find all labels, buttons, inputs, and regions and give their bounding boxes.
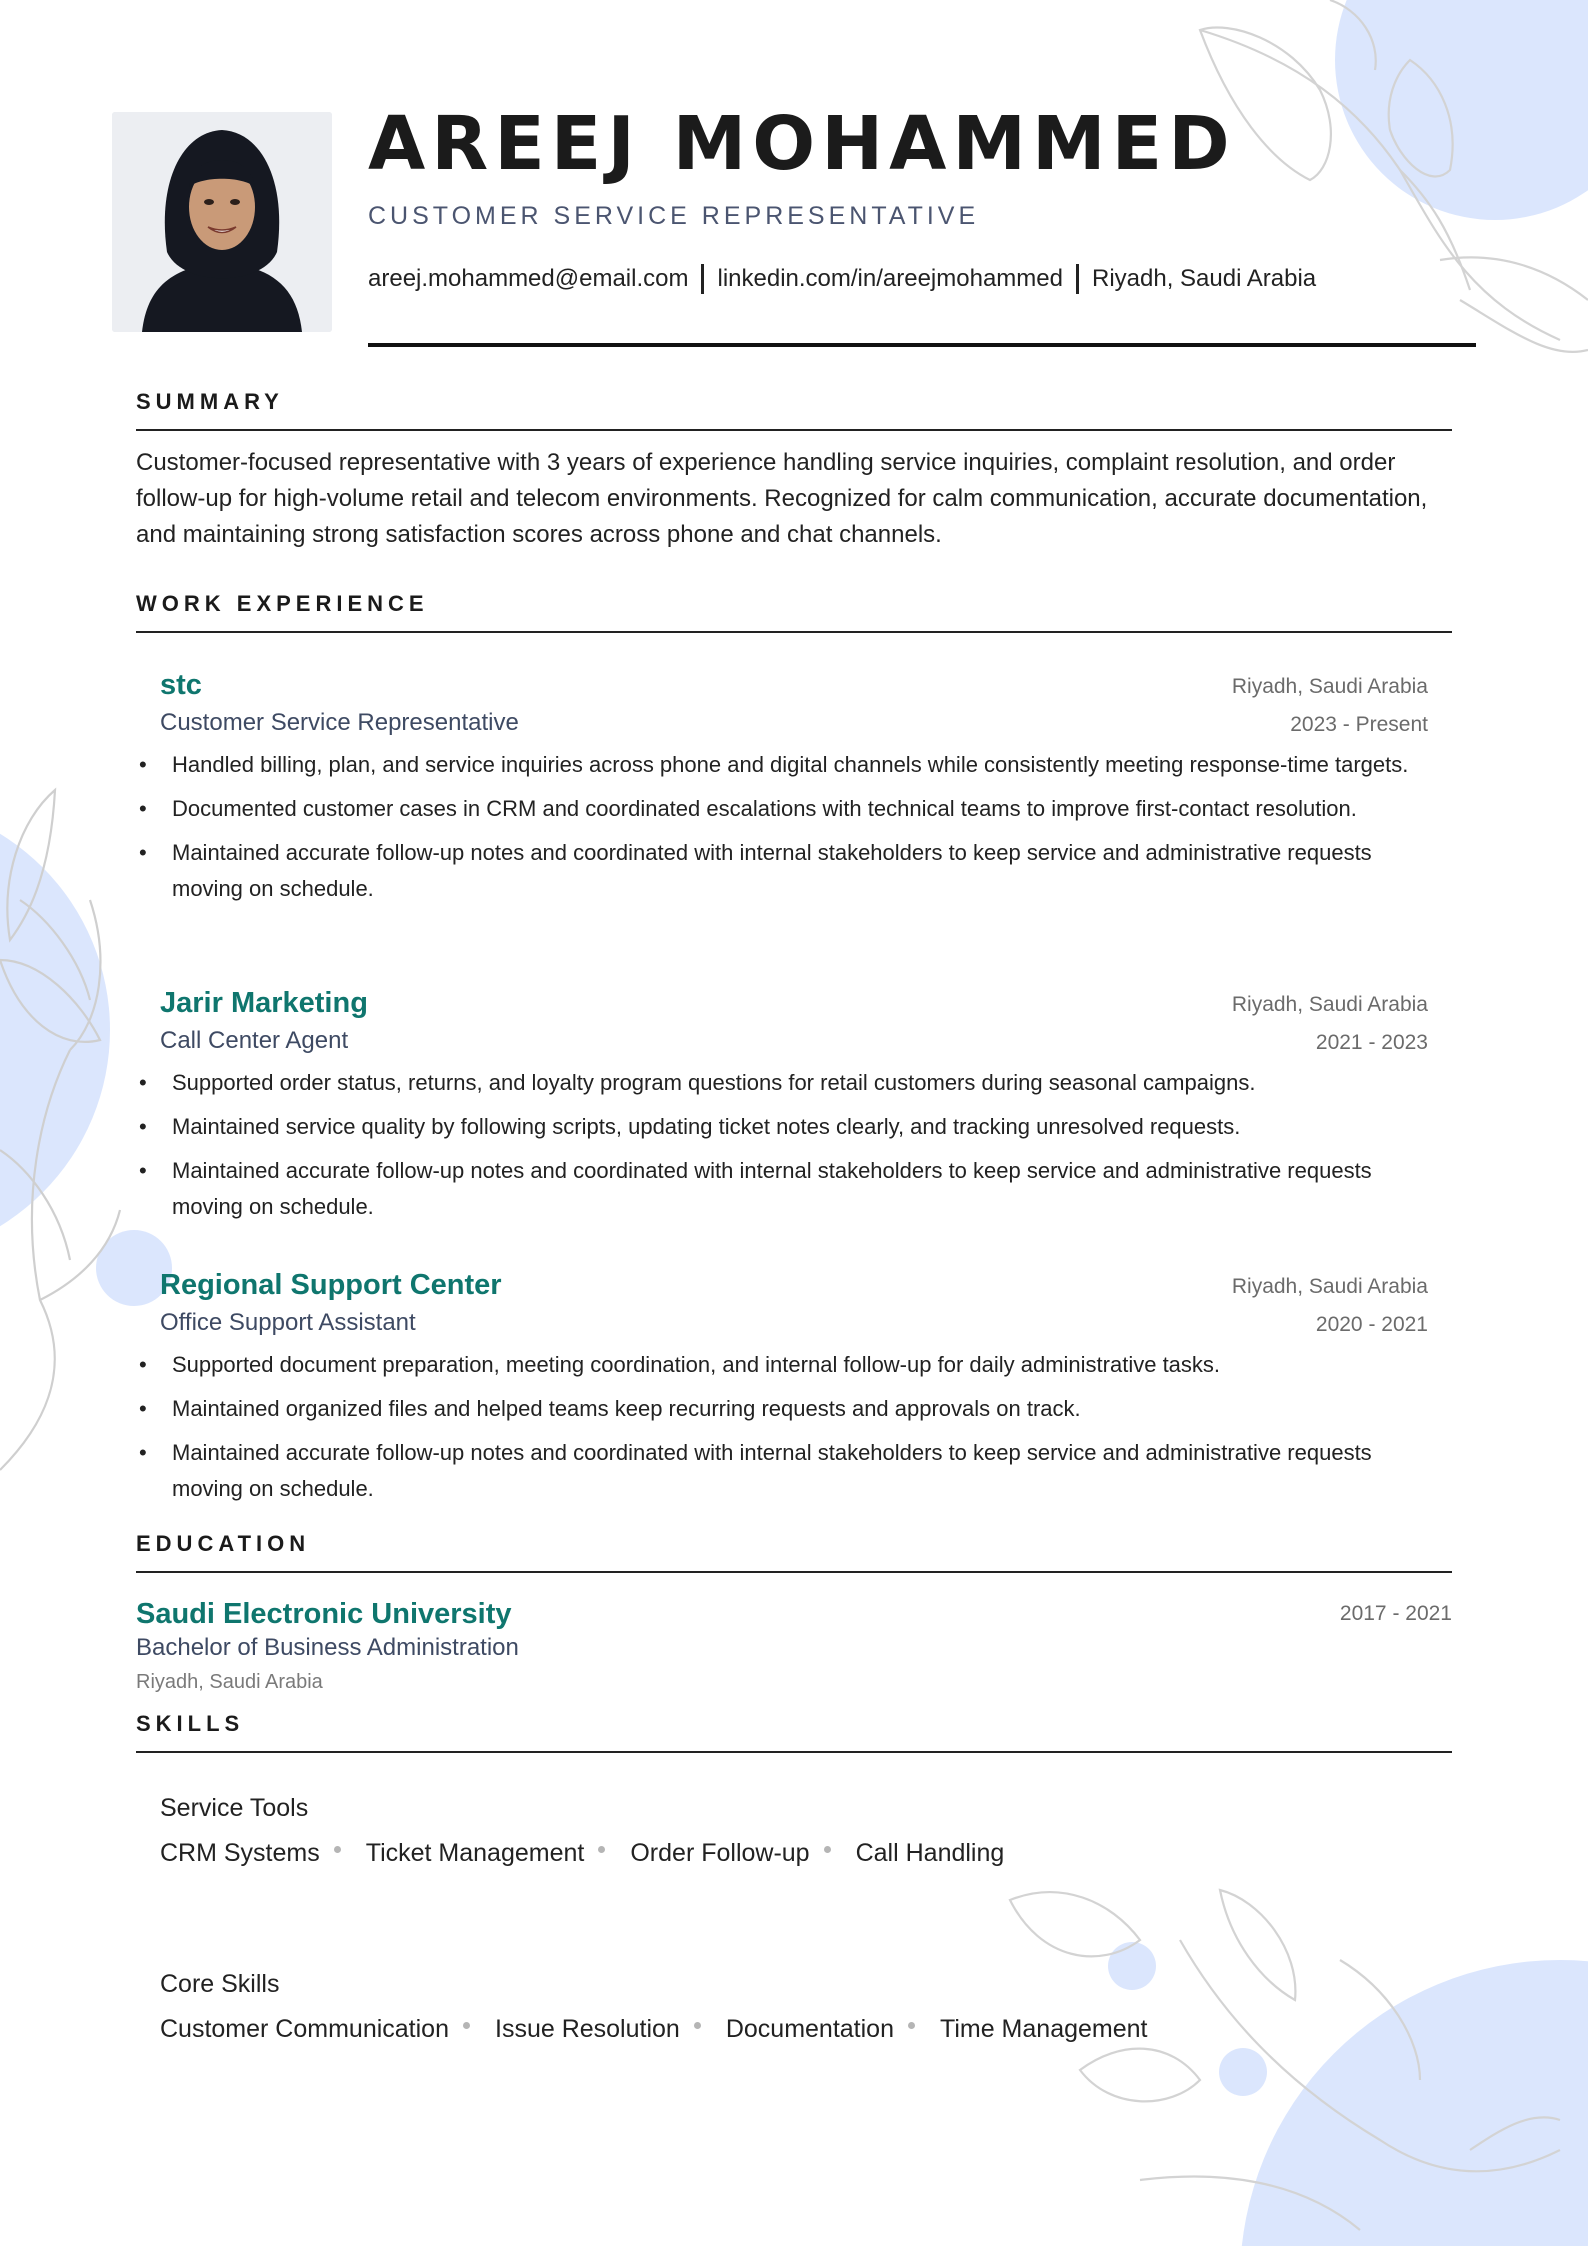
job-bullets	[136, 1347, 1428, 1515]
skill-item: Time Management	[939, 2015, 1148, 2043]
skill-separator-dot	[694, 2022, 701, 2029]
skill-item: Customer Communication	[160, 2015, 449, 2043]
profile-photo	[112, 112, 332, 332]
email-link[interactable]: areej.mohammed@email.com	[368, 265, 689, 292]
job-role: Office Support Assistant	[160, 1309, 416, 1336]
skill-items	[160, 1839, 1004, 1868]
job-bullet: • Maintained organized files and helped teams keep recurring requests and approvals on track.	[136, 1391, 1428, 1427]
contact-divider	[1076, 264, 1079, 294]
skill-group-title: Service Tools	[160, 1794, 309, 1822]
skill-item: Issue Resolution	[495, 2015, 680, 2043]
job-dates: 2023 - Present	[1290, 713, 1428, 736]
job-role: Customer Service Representative	[160, 709, 519, 736]
skill-item: CRM Systems	[160, 1839, 320, 1867]
job-location: Riyadh, Saudi Arabia	[1231, 993, 1428, 1016]
section-divider	[136, 1751, 1452, 1753]
summary-heading-text: SUMMARY	[136, 389, 284, 414]
job-bullet: • Maintained accurate follow-up notes and coordinated with internal stakeholders to keep service and administrative requests moving on schedule.	[136, 1153, 1428, 1225]
job-bullet: • Maintained accurate follow-up notes and coordinated with internal stakeholders to keep service and administrative requests moving on schedule.	[136, 835, 1428, 907]
header-divider	[368, 343, 1476, 347]
education-dates: 2017 - 2021	[1339, 1602, 1452, 1625]
summary-heading	[136, 389, 1452, 415]
skills-heading-text: SKILLS	[136, 1711, 245, 1736]
education-heading	[136, 1531, 1452, 1557]
job-dates: 2021 - 2023	[1315, 1031, 1428, 1054]
skill-separator-dot	[598, 1846, 605, 1853]
skill-separator-dot	[334, 1846, 341, 1853]
skills-heading	[136, 1711, 1452, 1737]
skill-item: Call Handling	[855, 1839, 1005, 1867]
job-role: Call Center Agent	[160, 1027, 349, 1054]
education-school: Saudi Electronic University	[136, 1598, 512, 1630]
job-company: Regional Support Center	[160, 1269, 502, 1301]
location-text: Riyadh, Saudi Arabia	[1091, 265, 1317, 292]
education-location: Riyadh, Saudi Arabia	[136, 1671, 323, 1693]
skill-group-service-tools	[160, 1794, 1004, 1868]
job-bullets	[136, 1065, 1428, 1233]
experience-heading	[136, 591, 1452, 617]
job-dates: 2020 - 2021	[1315, 1313, 1428, 1336]
job-bullet: • Maintained service quality by following scripts, updating ticket notes clearly, and tracking unresolved requests.	[136, 1109, 1428, 1145]
skill-items	[160, 2015, 1147, 2044]
section-divider	[136, 631, 1452, 633]
job-bullet: • Documented customer cases in CRM and coordinated escalations with technical teams to improve first-contact resolution.	[136, 791, 1428, 827]
job-bullets	[136, 747, 1428, 915]
job-bullet: • Maintained accurate follow-up notes and coordinated with internal stakeholders to keep service and administrative requests moving on schedule.	[136, 1435, 1428, 1507]
experience-heading-text: WORK EXPERIENCE	[136, 591, 429, 616]
candidate-name: AREEJ MOHAMMED	[368, 101, 1236, 187]
linkedin-link[interactable]: linkedin.com/in/areejmohammed	[717, 265, 1063, 292]
job-bullet: • Supported document preparation, meeting coordination, and internal follow-up for daily administrative tasks.	[136, 1347, 1428, 1383]
job-bullet: • Handled billing, plan, and service inquiries across phone and digital channels while consistently meeting response-time targets.	[136, 747, 1428, 783]
job-bullet: • Supported order status, returns, and loyalty program questions for retail customers during seasonal campaigns.	[136, 1065, 1428, 1101]
skill-group-core-skills	[160, 1970, 1147, 2044]
skill-group-title: Core Skills	[160, 1970, 280, 1998]
job-company: stc	[160, 669, 202, 701]
skill-item: Order Follow-up	[630, 1839, 810, 1867]
education-heading-text: EDUCATION	[136, 1531, 311, 1556]
section-divider	[136, 429, 1452, 431]
contact-line	[368, 264, 1316, 294]
skill-separator-dot	[824, 1846, 831, 1853]
summary-text: Customer-focused representative with 3 years of experience handling service inquiries, complaint resolution, and order follow-up for high-volume retail and telecom environments. Recognized for calm communication, accurate documentation, and maintaining strong satisfaction scores across phone and chat channels.	[136, 449, 1428, 548]
skill-item: Documentation	[725, 2015, 894, 2043]
job-company: Jarir Marketing	[160, 987, 368, 1019]
skill-item: Ticket Management	[365, 1839, 585, 1867]
skill-separator-dot	[908, 2022, 915, 2029]
job-location: Riyadh, Saudi Arabia	[1231, 1275, 1428, 1298]
skill-separator-dot	[463, 2022, 470, 2029]
contact-divider	[701, 264, 704, 294]
job-title: CUSTOMER SERVICE REPRESENTATIVE	[368, 202, 980, 230]
education-degree: Bachelor of Business Administration	[136, 1634, 519, 1661]
job-location: Riyadh, Saudi Arabia	[1231, 675, 1428, 698]
section-divider	[136, 1571, 1452, 1573]
